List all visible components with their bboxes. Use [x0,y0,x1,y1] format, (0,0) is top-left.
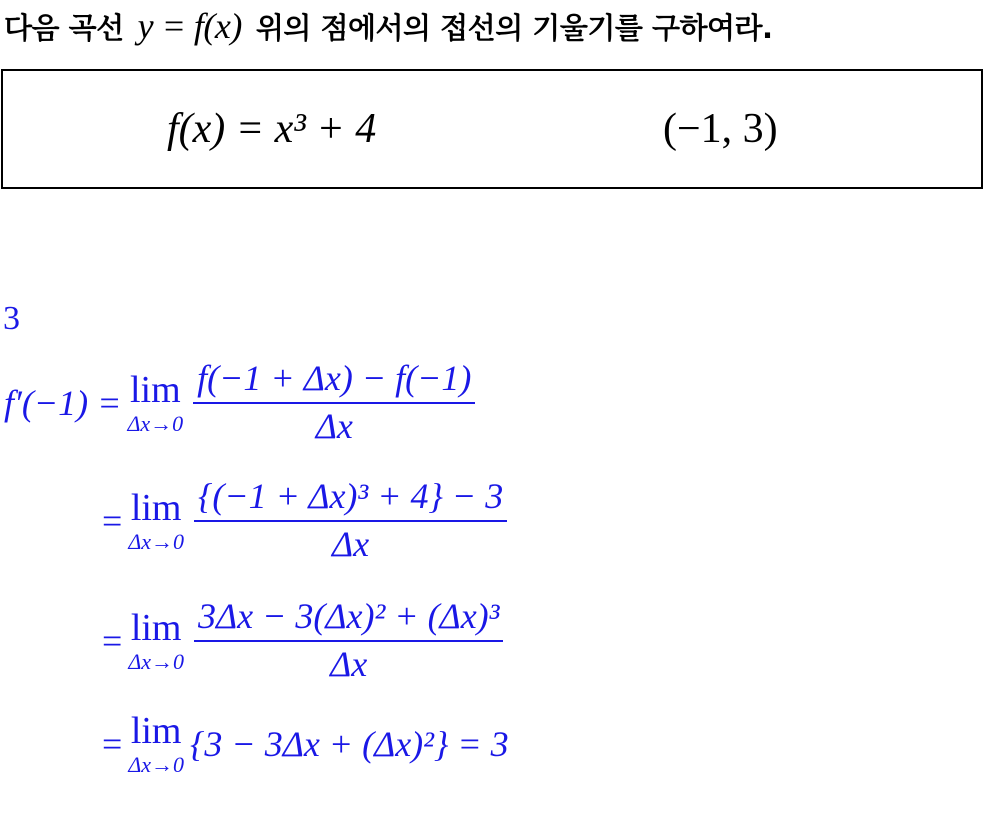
lim-word: lim [129,368,181,411]
solution-line-4 [102,712,509,776]
derivative-lhs: f′(−1) = [4,382,122,423]
lim-subscript: Δx→0 [128,648,184,674]
equals-sign: = [102,620,123,661]
equals-sign: = [102,500,123,541]
lim-word: lim [130,606,182,649]
solution-line-2 [102,478,507,564]
fraction-denominator: Δx [332,523,370,564]
problem-box [1,69,983,189]
limit-operator [128,486,184,554]
limit-operator [127,368,184,436]
function-expression: f(x) = x³ + 4 [167,106,377,152]
question-math: y = f(x) [137,6,242,46]
lim-subscript: Δx→0 [128,528,184,554]
fraction [194,478,507,564]
limit-body: {3 − 3Δx + (Δx)²} = 3 [190,724,509,764]
lim-subscript: Δx→0 [128,752,184,777]
lim-word: lim [130,710,182,752]
limit-operator [128,606,184,674]
fraction-denominator: Δx [315,405,353,446]
fraction-numerator: {(−1 + Δx)³ + 4} − 3 [198,476,504,516]
fraction [193,360,475,446]
equals-sign: = [102,724,123,764]
fraction-numerator: f(−1 + Δx) − f(−1) [197,358,472,398]
limit-operator [128,712,184,776]
solution-line-3 [102,598,503,684]
solution-line-1 [4,360,475,446]
given-point: (−1, 3) [663,106,778,152]
lim-subscript: Δx→0 [127,410,184,436]
lim-word: lim [130,486,182,529]
fraction [194,598,503,684]
question-suffix: 위의 점에서의 접선의 기울기를 구하여라. [255,10,773,45]
fraction-denominator: Δx [330,643,368,684]
fraction-numerator: 3Δx − 3(Δx)² + (Δx)³ [198,596,500,636]
question-prefix: 다음 곡선 [4,10,124,45]
question-text [4,4,773,48]
answer: 3 [3,300,20,337]
